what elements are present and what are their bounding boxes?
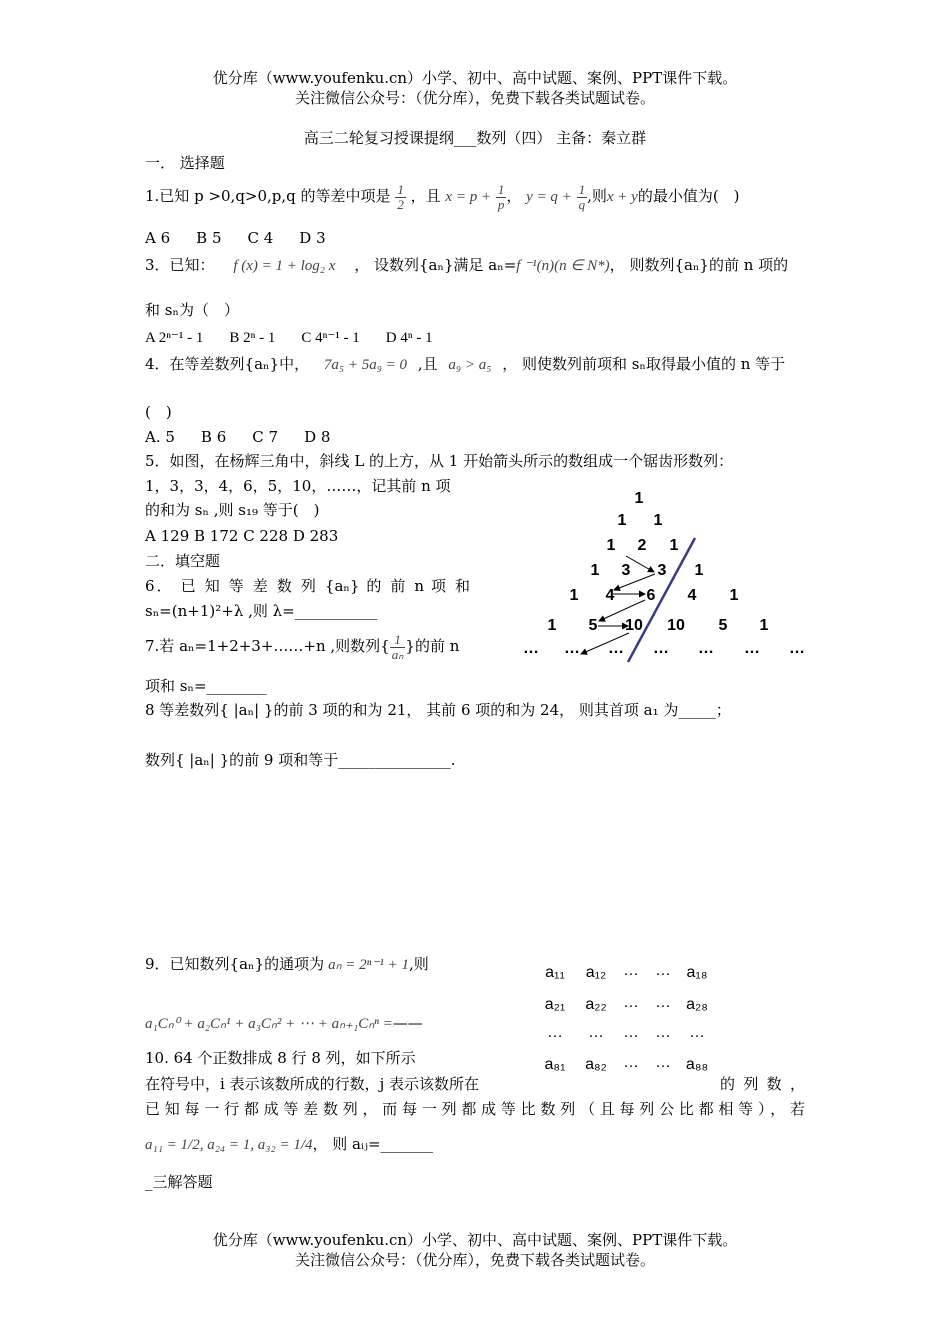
- matrix-cell: a₈₈: [685, 1056, 709, 1072]
- matrix-cell: …: [689, 1024, 705, 1041]
- matrix-cell: …: [623, 1054, 639, 1071]
- matrix-cell: …: [623, 962, 639, 979]
- question-4-paren: ( ): [145, 403, 172, 421]
- page-title: 高三二轮复习授课提纲___数列（四） 主备：秦立群: [303, 129, 647, 147]
- matrix-cell: …: [547, 1024, 563, 1041]
- matrix-cell: …: [655, 962, 671, 979]
- matrix-cell: …: [623, 1024, 639, 1041]
- matrix-cell: a₂₂: [585, 996, 607, 1013]
- question-10-line-1: 10. 64 个正数排成 8 行 8 列，如下所示: [145, 1049, 416, 1067]
- section-fill-heading: 二．填空题: [145, 552, 221, 570]
- tri-r5-c2: 10: [625, 617, 643, 634]
- question-8-line-1: 8 等差数列{ |aₙ| }的前 3 项的和为 21， 其前 6 项的和为 24， 则其首项 a₁ 为_____；: [145, 701, 731, 719]
- tri-dots-2: …: [608, 640, 624, 657]
- tri-r3-c2: 3: [657, 562, 667, 579]
- footer-line-2: 关注微信公众号：（优分库），免费下载各类试题试卷。: [294, 1251, 655, 1269]
- tri-dots-3: …: [653, 640, 669, 657]
- question-9-expression: a₁Cₙ⁰ + a₂Cₙ¹ + a₃Cₙ² + ⋯ + aₙ₊₁Cₙⁿ =——: [145, 1014, 423, 1032]
- tri-r5-c5: 1: [759, 617, 769, 634]
- matrix-cell: …: [655, 994, 671, 1011]
- question-6-line-1: 6． 已 知 等 差 数 列 {aₙ} 的 前 n 项 和: [145, 577, 470, 595]
- tri-dots-4: …: [698, 640, 714, 657]
- tri-dots-5: …: [744, 640, 760, 657]
- question-10-line-2-end: 的 列 数 ，: [720, 1075, 805, 1093]
- tri-r0-c0: 1: [634, 490, 644, 507]
- pascal-triangle-figure: [515, 490, 815, 665]
- matrix-cell: …: [655, 1054, 671, 1071]
- tri-r4-c0: 1: [569, 587, 579, 604]
- tri-r5-c1: 5: [588, 617, 598, 634]
- tri-r4-c4: 1: [729, 587, 739, 604]
- tri-dots-1: …: [564, 640, 580, 657]
- matrix-cell: a₈₁: [544, 1056, 566, 1072]
- matrix-cell: a₈₂: [585, 1056, 607, 1072]
- tri-r4-c1: 4: [605, 587, 615, 604]
- question-1-options: A 6 B 5 C 4 D 3: [145, 229, 326, 247]
- question-4-options: A. 5 B 6 C 7 D 8: [145, 428, 331, 446]
- fraction-1-over-q: $\frac{1}{q}$: [578, 181, 586, 212]
- question-5-line-1: 5．如图，在杨辉三角中，斜线 L 的上方，从 1 开始箭头所示的数组成一个锯齿形数列：: [145, 452, 734, 470]
- tri-dots-6: …: [789, 640, 805, 657]
- matrix-cell: a₂₈: [686, 996, 708, 1013]
- question-10-line-2: 在符号中，i 表示该数所成的行数，j 表示该数所在: [145, 1075, 479, 1093]
- header-line-1: 优分库（www.youfenku.cn）小学、初中、高中试题、案例、PPT课件下载。: [212, 69, 738, 87]
- tri-r3-c0: 1: [590, 562, 600, 579]
- tri-r4-c2: 6: [646, 587, 656, 604]
- question-4: 4．在等差数列{aₙ}中， 7a₅ + 5a₉ = 0 ,且 a₉ > a₅ ， 则使数列前项和 sₙ取得最小值的 n 等于: [145, 355, 786, 373]
- tri-r2-c1: 2: [637, 537, 647, 554]
- question-1: 1.已知 p >0,q>0,p,q 的等差中项是 $\frac{1}{2}$ ，且 x = p + $\frac{1}{p}$ ， y = q + $\frac{1}{q}$ ,则x + y的最小值为( ): [145, 181, 740, 212]
- question-3-options: A 2ⁿ⁻¹ - 1 B 2ⁿ - 1 C 4ⁿ⁻¹ - 1 D 4ⁿ - 1: [145, 330, 433, 346]
- question-5-line-3: 的和为 sₙ ,则 s₁₉ 等于( ): [145, 501, 320, 519]
- question-8-line-2: 数列{ |aₙ| }的前 9 项和等于_______________.: [145, 751, 456, 769]
- tri-r3-c1: 3: [621, 562, 631, 579]
- footer-line-1: 优分库（www.youfenku.cn）小学、初中、高中试题、案例、PPT课件下载。: [212, 1231, 738, 1249]
- tri-r5-c4: 5: [718, 617, 728, 634]
- fraction-1-over-p: $\frac{1}{p}$: [497, 181, 505, 212]
- question-5-options: A 129 B 172 C 228 D 283: [145, 527, 339, 545]
- question-3: 3．已知： f (x) = 1 + log₂ x ， 设数列{aₙ}满足 aₙ=f ⁻¹(n)(n ∈ N*)， 则数列{aₙ}的前 n 项的: [145, 256, 789, 274]
- question-5-line-2: 1，3，3，4，6，5，10，……，记其前 n 项: [145, 477, 451, 495]
- question-6-line-2: sₙ=(n+1)²+λ ,则 λ=___________: [145, 602, 378, 620]
- matrix-cell: a₁₈: [686, 964, 708, 981]
- tri-dots-0: …: [523, 640, 539, 657]
- tri-r2-c2: 1: [669, 537, 679, 554]
- tri-r4-c3: 4: [687, 587, 697, 604]
- question-7-line-2: 项和 sₙ=________: [145, 677, 267, 695]
- matrix-cell: …: [623, 994, 639, 1011]
- tri-r5-c0: 1: [547, 617, 557, 634]
- matrix-cell: …: [588, 1024, 604, 1041]
- question-10-line-3: 已知每一行都成等差数列，而每一列都成等比数列（且每列公比都相等），若: [145, 1100, 805, 1118]
- question-3-sum: 和 sₙ为（ ）: [145, 301, 239, 319]
- matrix-cell: a₁₁: [545, 964, 565, 981]
- tri-r5-c3: 10: [667, 617, 685, 634]
- matrix-cell: a₁₂: [585, 964, 607, 981]
- tri-r1-c0: 1: [617, 512, 627, 529]
- tri-r3-c3: 1: [694, 562, 704, 579]
- matrix-cell: a₂₁: [544, 996, 566, 1013]
- matrix-figure: [535, 962, 735, 1072]
- tri-r2-c0: 1: [606, 537, 616, 554]
- section-answer-heading: _三解答题: [145, 1173, 213, 1191]
- question-9: 9．已知数列{aₙ}的通项为 aₙ = 2ⁿ⁻¹ + 1,则: [145, 955, 429, 973]
- matrix-cell: …: [655, 1024, 671, 1041]
- tri-r1-c1: 1: [653, 512, 663, 529]
- section-choice-heading: 一． 选择题: [145, 154, 225, 172]
- question-10-condition: a₁₁ = 1/2, a₂₄ = 1, a₃₂ = 1/4， 则 aᵢⱼ=_______: [145, 1135, 434, 1153]
- fraction-1-over-an: $\frac{1}{\text{aₙ}}$: [391, 631, 404, 662]
- question-7: 7.若 aₙ=1+2+3+……+n ,则数列{ $\frac{1}{\text{aₙ}}$ }的前 n: [145, 631, 460, 662]
- header-line-2: 关注微信公众号：（优分库），免费下载各类试题试卷。: [294, 89, 655, 107]
- fraction-half: $\frac{1}{2}$: [397, 181, 404, 212]
